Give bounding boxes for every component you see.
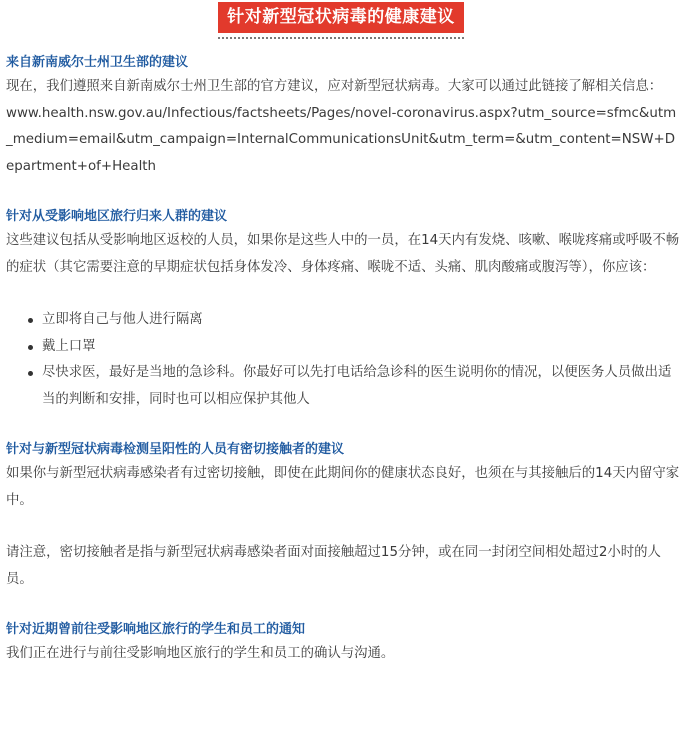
list-item: 立即将自己与他人进行隔离 [28, 307, 680, 334]
section-students-staff-notice [6, 619, 680, 668]
section-travellers-advice [6, 206, 680, 413]
article-body [6, 52, 680, 668]
section-heading: 针对近期曾前往受影响地区旅行的学生和员工的通知 [6, 622, 306, 637]
section-nsw-health-advice [6, 52, 680, 180]
bullet-dot-icon [28, 318, 33, 323]
list-item: 尽快求医，最好是当地的急诊科。你最好可以先打电话给急诊科的医生说明你的情况，以便医务人员做出适当的判断和安排，同时也可以相应保护其他人 [28, 360, 680, 413]
section-paragraph: 我们正在进行与前往受影响地区旅行的学生和员工的确认与沟通。 [6, 646, 395, 661]
advice-list [6, 307, 680, 413]
section-heading: 来自新南威尔士州卫生部的建议 [6, 55, 189, 70]
section-paragraph: 请注意，密切接触者是指与新型冠状病毒感染者面对面接触超过15分钟，或在同一封闭空间相处超过2小时的人员。 [6, 545, 661, 587]
header-banner [0, 0, 684, 40]
bullet-dot-icon [28, 345, 33, 350]
banner-title: 针对新型冠状病毒的健康建议 [218, 2, 464, 33]
section-paragraph: 这些建议包括从受影响地区返校的人员，如果你是这些人中的一员，在14天内有发烧、咳嗽、喉咙疼痛或呼吸不畅的症状（其它需要注意的早期症状包括身体发冷、身体疼痛、喉咙不适、头痛、肌肉酸痛或腹泻等），你应该： [6, 233, 680, 275]
section-close-contact-advice [6, 439, 680, 593]
section-heading: 针对与新型冠状病毒检测呈阳性的人员有密切接触者的建议 [6, 442, 345, 457]
section-heading: 针对从受影响地区旅行归来人群的建议 [6, 209, 228, 224]
bullet-dot-icon [28, 371, 33, 376]
section-paragraph: 现在，我们遵照来自新南威尔士州卫生部的官方建议，应对新型冠状病毒。大家可以通过此链接了解相关信息： [6, 79, 663, 94]
health-link-text[interactable]: www.health.nsw.gov.au/Infectious/factsheets/Pages/novel-coronavirus.aspx?utm_source=sfmc&utm_medium=email&utm_campaign=InternalCommunicationsUnit&utm_term=&utm_content=NSW+Department+of+Health [6, 105, 677, 174]
banner-dotted-divider [218, 37, 464, 39]
list-item: 戴上口罩 [28, 334, 680, 361]
section-paragraph: 如果你与新型冠状病毒感染者有过密切接触，即使在此期间你的健康状态良好，也须在与其接触后的14天内留守家中。 [6, 466, 680, 508]
